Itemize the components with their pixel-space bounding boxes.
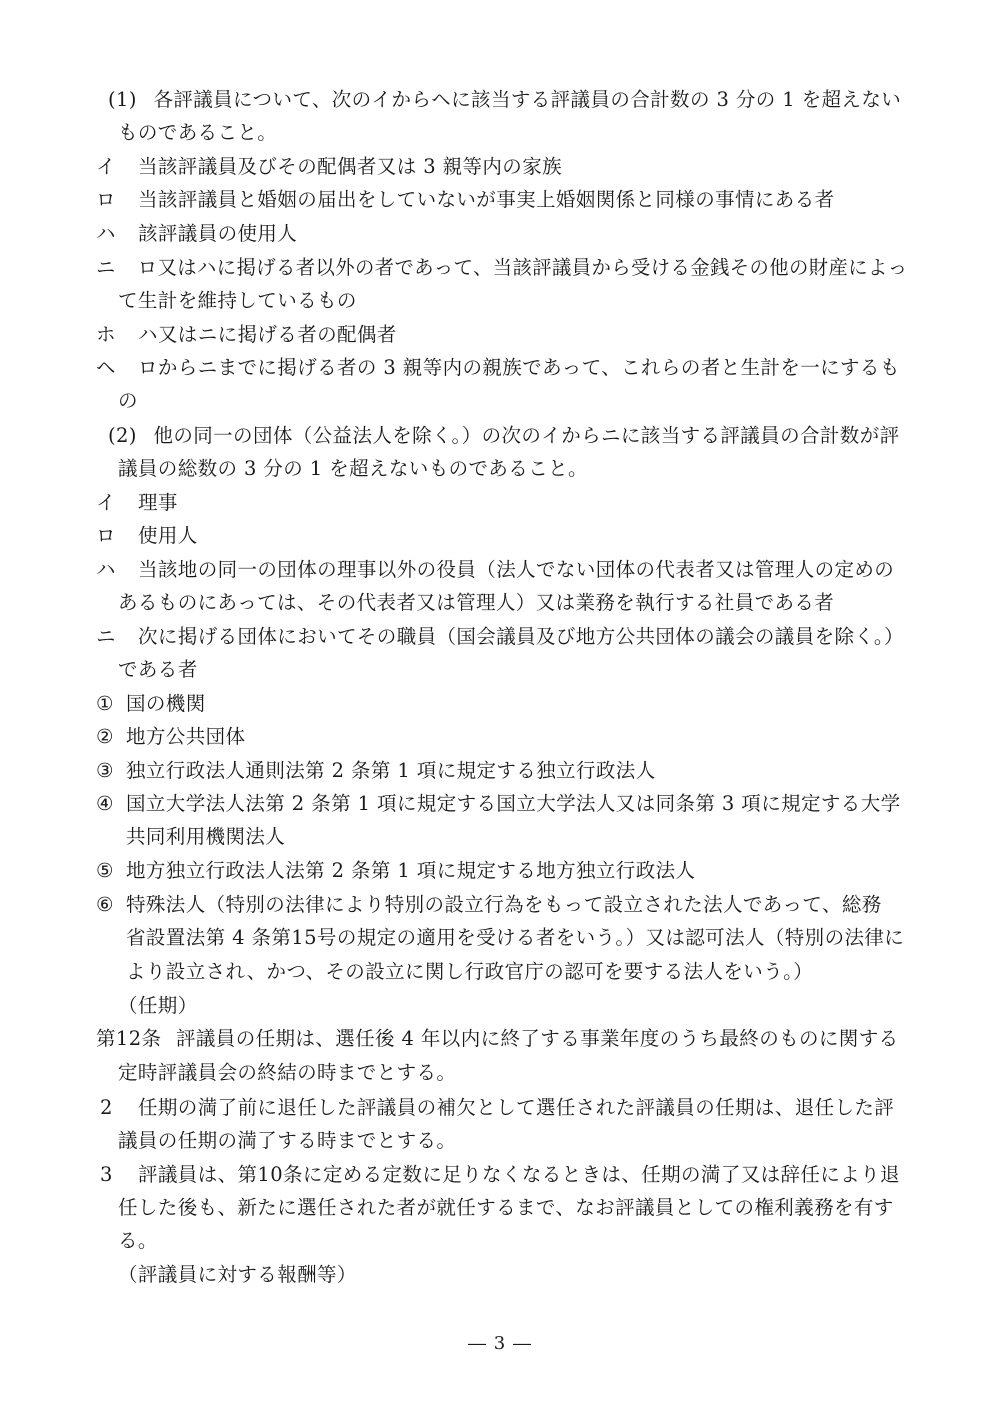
item-text: 該評議員の使用人 [138,222,298,245]
section-1-line-2: ものであること。 [118,121,278,144]
heading-term: （任期） [118,994,198,1017]
section-1-text: 各評議員について、次のイからヘに該当する評議員の合計数の 3 分の 1 を超えない [153,88,902,111]
section-1-item-i [96,155,562,179]
item-mark: ハ [96,222,116,245]
heading-remuneration: （評議員に対する報酬等） [118,1263,357,1286]
paragraph-text: 任期の満了前に退任した評議員の補欠として選任された評議員の任期は、退任した評 [138,1096,895,1119]
section-2-item-ha-cont: あるものにあっては、その代表者又は管理人）又は業務を執行する社員である者 [118,591,835,614]
article-12-paragraph-2-cont: 議員の任期の満了する時までとする。 [118,1129,457,1152]
item-mark: ニ [96,256,116,279]
section-1-item-ho [96,323,397,347]
section-1-item-he-cont: の [118,389,138,412]
circled-mark: ⑥ [96,893,114,916]
circled-mark: ② [96,725,114,748]
section-2-item-ro [96,524,198,548]
item-text: 当該評議員と婚姻の届出をしていないが事実上婚姻関係と同様の事情にある者 [138,188,835,211]
article-12-cont: 定時評議員会の終結の時までとする。 [118,1061,457,1084]
item-mark: ヘ [96,356,116,379]
item-text: ハ又はニに掲げる者の配偶者 [138,323,397,346]
item-mark: ホ [96,323,116,346]
item-mark: ニ [96,625,116,648]
article-label: 第12条 [96,1027,162,1050]
section-2-item-ni-cont: である者 [118,658,198,681]
article-12 [96,1027,899,1051]
circled-item-6-cont-2: より設立され、かつ、その設立に関し行政官庁の認可を要する法人をいう。） [126,960,814,983]
section-1-item-ni-cont: て生計を維持しているもの [118,289,357,312]
circled-item-4-cont: 共同利用機関法人 [126,825,286,848]
section-1-item-he [96,356,900,380]
section-2-item-ha [96,558,894,582]
section-2-label: (2) [108,424,137,447]
circled-item-1 [96,692,206,716]
page-number: ― 3 ― [468,1333,532,1354]
item-mark: ロ [96,188,116,211]
article-12-paragraph-3-cont-2: る。 [118,1229,158,1252]
item-text: 当該評議員及びその配偶者又は 3 親等内の家族 [138,155,563,178]
section-1-line-1 [108,88,901,112]
circled-item-4 [96,792,901,816]
circled-mark: ③ [96,759,114,782]
item-mark: ロ [96,524,116,547]
section-2-item-ni [96,625,904,649]
section-1-item-ni [96,256,908,280]
paragraph-number: 3 [100,1163,113,1186]
circled-mark: ④ [96,792,114,815]
circled-item-6-cont-1: 省設置法第 4 条第15号の規定の適用を受ける者をいう。）又は認可法人（特別の法律に [126,926,905,949]
section-1-item-ro [96,188,835,212]
item-text: 地方公共団体 [126,725,246,748]
article-12-paragraph-3-cont-1: 任した後も、新たに選任された者が就任するまで、なお評議員としての権利義務を有す [118,1196,894,1219]
item-mark: ハ [96,558,116,581]
item-text: 次に掲げる団体においてその職員（国会議員及び地方公共団体の議会の議員を除く。） [138,625,904,648]
circled-item-2 [96,725,245,749]
section-2-line-1 [108,424,900,448]
section-2-item-i [96,491,178,515]
item-text: ロからニまでに掲げる者の 3 親等内の親族であって、これらの者と生計を一にするも [138,356,900,379]
circled-item-3 [96,759,656,783]
item-mark: イ [96,155,116,178]
item-text: 国の機関 [126,692,206,715]
paragraph-text: 評議員は、第10条に定める定数に足りなくなるときは、任期の満了又は辞任により退 [138,1163,900,1186]
circled-mark: ① [96,692,114,715]
article-text: 評議員の任期は、選任後 4 年以内に終了する事業年度のうち最終のものに関する [176,1027,899,1050]
item-text: 使用人 [138,524,198,547]
section-2-text: 他の同一の団体（公益法人を除く。）の次のイからニに該当する評議員の合計数が評 [153,424,900,447]
item-text: 特殊法人（特別の法律により特別の設立行為をもって設立された法人であって、総務 [126,893,882,916]
section-2-line-2: 議員の総数の 3 分の 1 を超えないものであること。 [118,457,588,480]
item-text: ロ又はハに掲げる者以外の者であって、当該評議員から受ける金銭その他の財産によっ [137,256,908,279]
circled-item-6 [96,893,882,917]
article-12-paragraph-2 [100,1096,894,1120]
item-text: 当該地の同一の団体の理事以外の役員（法人でない団体の代表者又は管理人の定めの [138,558,895,581]
item-text: 国立大学法人法第 2 条第 1 項に規定する国立大学法人又は同条第 3 項に規定する大学 [126,792,901,815]
section-1-item-ha [96,222,297,246]
item-text: 理事 [138,491,178,514]
circled-item-5 [96,859,695,883]
section-1-label: (1) [108,88,137,111]
item-mark: イ [96,491,116,514]
item-text: 地方独立行政法人法第 2 条第 1 項に規定する地方独立行政法人 [126,859,696,882]
circled-mark: ⑤ [96,859,114,882]
article-12-paragraph-3 [100,1163,900,1187]
paragraph-number: 2 [100,1096,113,1119]
item-text: 独立行政法人通則法第 2 条第 1 項に規定する独立行政法人 [126,759,656,782]
